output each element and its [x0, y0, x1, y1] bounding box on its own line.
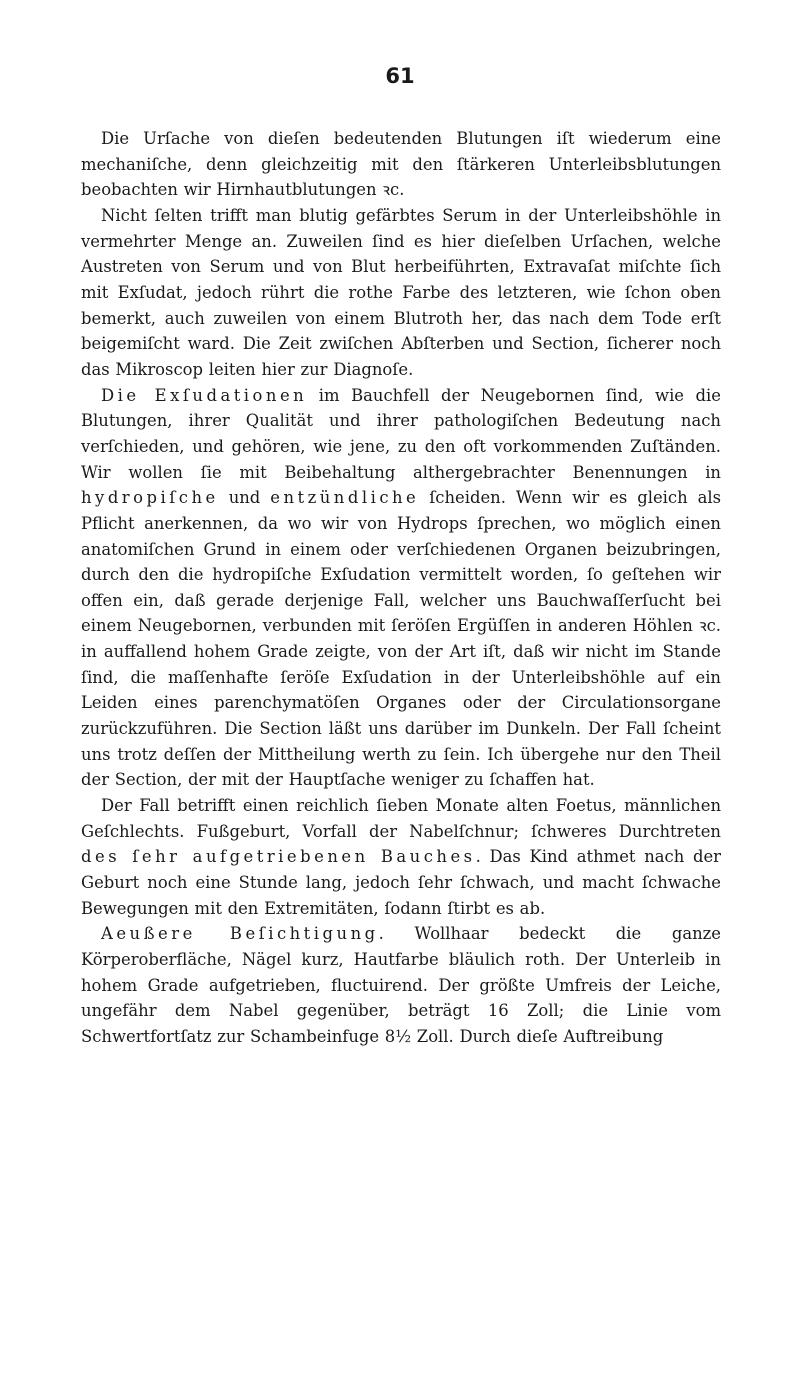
text-run: Die Urſache von dieſen bedeutenden Blutungen iſt wiederum eine mechaniſche, denn gleichzeitig mit den ſtärkeren Unterleibsblutungen beobachten wir Hirnhautblutungen ꝛc.: [81, 129, 721, 200]
paragraph: [81, 203, 721, 383]
paragraph: [81, 921, 721, 1049]
body-text: [81, 126, 721, 1050]
page-number: 61: [385, 64, 415, 88]
spaced-emphasis: des ſehr aufgetriebenen Bauches: [81, 847, 476, 867]
text-run: im Bauchfell der Neugebornen ſind, wie die Blutungen, ihrer Qualität und ihrer pathologiſchen Bedeutung nach verſchieden, und gehören, wie jene, zu den oft vorkommenden Zuſtänden. Wir wollen ſie mit Beibehaltung althergebrachter Benennungen in: [81, 385, 721, 482]
paragraph: [81, 126, 721, 203]
text-run: und: [218, 488, 271, 508]
spaced-emphasis: entzündliche: [270, 488, 420, 508]
text-run: . Wollhaar bedeckt die ganze Körperoberfläche, Nägel kurz, Hautfarbe bläulich roth. Der Unterleib in hohem Grade aufgetrieben, fluctuirend. Der größte Umfreis der Leiche, ungefähr dem Nabel gegenüber, beträgt 16 Zoll; die Linie vom Schwertfortſatz zur Schambeinfuge 8½ Zoll. Durch dieſe Auftreibung: [81, 924, 722, 1046]
text-run: ſcheiden. Wenn wir es gleich als Pflicht anerkennen, da wo wir von Hydrops ſprechen, wo möglich einen anatomiſchen Grund in einem oder verſchiedenen Organen beizubringen, durch den die hydropiſche Exſudation vermittelt worden, ſo geſtehen wir offen ein, daß gerade derjenige Fall, welcher uns Bauchwaſſerſucht bei einem Neugebornen, verbunden mit ſeröſen Ergüſſen in anderen Höhlen ꝛc. in auffallend hohem Grade zeigte, von der Art iſt, daß wir nicht im Stande ſind, die maſſenhafte ſeröſe Exſudation in der Unterleibshöhle auf ein Leiden eines parenchymatöſen Organes oder der Circulationsorgane zurückzuführen. Die Section läßt uns darüber im Dunkeln. Der Fall ſcheint uns trotz deſſen der Mittheilung werth zu ſein. Ich übergehe nur den Theil der Section, der mit der Hauptſache weniger zu ſchaffen hat.: [81, 488, 722, 790]
spaced-emphasis: Aeußere Beſichtigung: [101, 924, 379, 944]
text-run: Nicht ſelten trifft man blutig gefärbtes Serum in der Unterleibshöhle in vermehrter Menge an. Zuweilen ſind es hier dieſelben Urſachen, welche Austreten von Serum und von Blut herbeiführten, Extravaſat miſchte ſich mit Exſudat, jedoch rührt die rothe Farbe des letzteren, wie ſchon oben bemerkt, auch zuweilen von einem Blutroth her, das nach dem Tode erſt beigemiſcht ward. Die Zeit zwiſchen Abſterben und Section, ſicherer noch das Mikroscop leiten hier zur Diagnoſe.: [81, 205, 721, 379]
text-run: . Das Kind athmet nach der Geburt noch eine Stunde lang, jedoch ſehr ſchwach, und macht ſchwache Bewegungen mit den Extremitäten, ſodann ſtirbt es ab.: [81, 847, 721, 918]
paragraph: [81, 793, 721, 921]
paragraph: [81, 383, 721, 794]
spaced-emphasis: hydropiſche: [81, 488, 219, 508]
spaced-emphasis: Die Exſudationen: [101, 385, 308, 405]
text-run: Der Fall betrifft einen reichlich ſieben Monate alten Foetus, männlichen Geſchlechts. Fußgeburt, Vorfall der Nabelſchnur; ſchweres Durchtreten: [81, 796, 721, 841]
